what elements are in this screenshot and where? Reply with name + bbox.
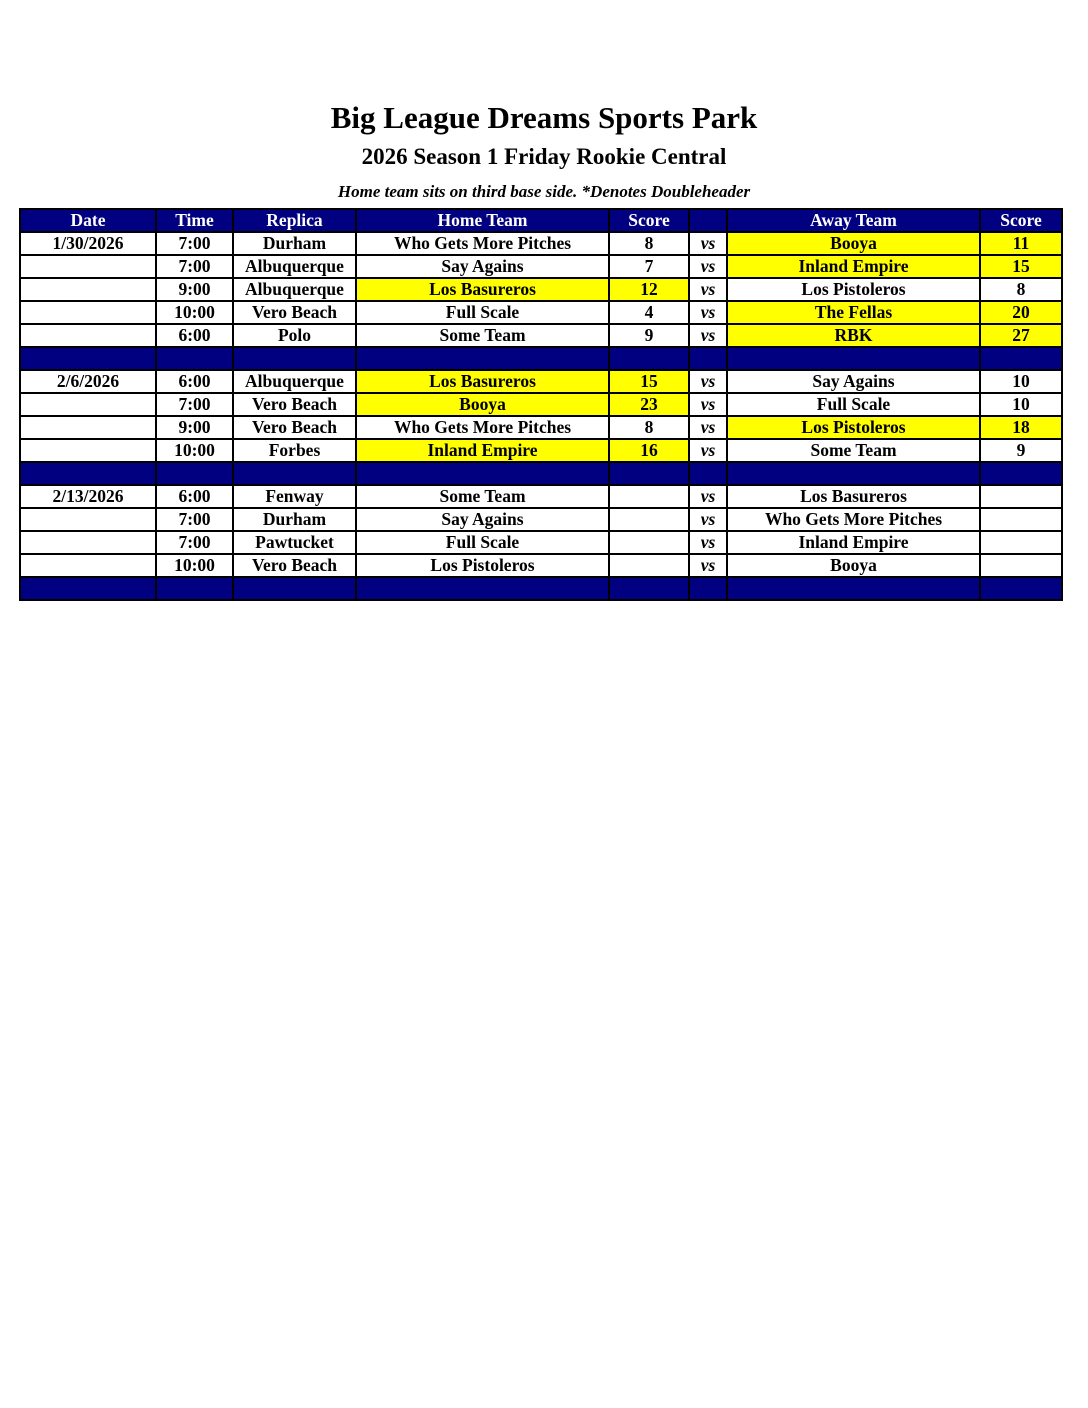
cell-away-team: Booya: [727, 232, 980, 255]
separator-cell: [156, 577, 233, 600]
col-header-home-score: Score: [609, 209, 689, 232]
cell-away-team: Who Gets More Pitches: [727, 508, 980, 531]
separator-cell: [689, 347, 727, 370]
separator-cell: [609, 577, 689, 600]
cell-home-score: [609, 554, 689, 577]
cell-replica: Vero Beach: [233, 301, 356, 324]
game-row: [20, 439, 1062, 462]
cell-time: 7:00: [156, 508, 233, 531]
cell-date: [20, 554, 156, 577]
separator-cell: [356, 462, 609, 485]
page-subtitle: 2026 Season 1 Friday Rookie Central: [361, 144, 727, 169]
separator-cell: [727, 577, 980, 600]
game-row: [20, 554, 1062, 577]
cell-home-score: [609, 508, 689, 531]
cell-vs: vs: [689, 370, 727, 393]
cell-home-score: 7: [609, 255, 689, 278]
col-header-time: Time: [156, 209, 233, 232]
game-row: [20, 278, 1062, 301]
cell-time: 7:00: [156, 393, 233, 416]
cell-vs: vs: [689, 554, 727, 577]
game-row: [20, 393, 1062, 416]
separator-cell: [233, 347, 356, 370]
cell-vs: vs: [689, 324, 727, 347]
cell-home-score: 9: [609, 324, 689, 347]
game-row: [20, 232, 1062, 255]
cell-vs: vs: [689, 531, 727, 554]
separator-cell: [609, 462, 689, 485]
cell-vs: vs: [689, 508, 727, 531]
separator-cell: [156, 462, 233, 485]
cell-vs: vs: [689, 255, 727, 278]
cell-away-score: 20: [980, 301, 1062, 324]
cell-away-score: [980, 485, 1062, 508]
cell-home-team: Los Pistoleros: [356, 554, 609, 577]
cell-time: 10:00: [156, 439, 233, 462]
cell-away-team: Los Basureros: [727, 485, 980, 508]
cell-time: 7:00: [156, 232, 233, 255]
game-row: [20, 508, 1062, 531]
cell-home-score: 4: [609, 301, 689, 324]
separator-cell: [233, 462, 356, 485]
cell-home-team: Say Agains: [356, 508, 609, 531]
cell-home-team: Who Gets More Pitches: [356, 232, 609, 255]
cell-time: 7:00: [156, 255, 233, 278]
cell-home-score: 8: [609, 232, 689, 255]
cell-home-team: Say Agains: [356, 255, 609, 278]
cell-away-team: RBK: [727, 324, 980, 347]
cell-vs: vs: [689, 393, 727, 416]
cell-away-score: 9: [980, 439, 1062, 462]
cell-home-team: Full Scale: [356, 531, 609, 554]
week-separator-row: [20, 577, 1062, 600]
cell-time: 9:00: [156, 416, 233, 439]
col-header-replica: Replica: [233, 209, 356, 232]
cell-home-team: Who Gets More Pitches: [356, 416, 609, 439]
cell-date: 2/13/2026: [20, 485, 156, 508]
separator-cell: [980, 577, 1062, 600]
separator-cell: [980, 462, 1062, 485]
cell-replica: Albuquerque: [233, 255, 356, 278]
cell-time: 7:00: [156, 531, 233, 554]
separator-cell: [980, 347, 1062, 370]
cell-away-team: Some Team: [727, 439, 980, 462]
cell-time: 6:00: [156, 485, 233, 508]
cell-vs: vs: [689, 232, 727, 255]
cell-home-team: Los Basureros: [356, 278, 609, 301]
cell-replica: Vero Beach: [233, 393, 356, 416]
col-header-vs: [689, 209, 727, 232]
cell-home-team: Los Basureros: [356, 370, 609, 393]
cell-away-team: Full Scale: [727, 393, 980, 416]
cell-home-score: 15: [609, 370, 689, 393]
game-row: [20, 255, 1062, 278]
cell-away-score: 11: [980, 232, 1062, 255]
cell-away-team: Los Pistoleros: [727, 416, 980, 439]
cell-replica: Albuquerque: [233, 370, 356, 393]
game-row: [20, 531, 1062, 554]
cell-home-team: Some Team: [356, 485, 609, 508]
game-row: [20, 324, 1062, 347]
cell-away-score: 18: [980, 416, 1062, 439]
cell-vs: vs: [689, 485, 727, 508]
cell-date: [20, 301, 156, 324]
cell-date: [20, 508, 156, 531]
cell-home-score: 12: [609, 278, 689, 301]
cell-date: [20, 416, 156, 439]
cell-time: 9:00: [156, 278, 233, 301]
cell-vs: vs: [689, 301, 727, 324]
cell-date: [20, 324, 156, 347]
separator-cell: [727, 462, 980, 485]
separator-cell: [356, 577, 609, 600]
cell-home-score: 8: [609, 416, 689, 439]
cell-away-team: Inland Empire: [727, 531, 980, 554]
game-row: [20, 301, 1062, 324]
cell-home-score: 16: [609, 439, 689, 462]
page-title: Big League Dreams Sports Park: [330, 100, 758, 135]
cell-date: [20, 393, 156, 416]
col-header-away-team: Away Team: [727, 209, 980, 232]
week-separator-row: [20, 462, 1062, 485]
cell-home-score: 23: [609, 393, 689, 416]
cell-date: 2/6/2026: [20, 370, 156, 393]
game-row: [20, 370, 1062, 393]
separator-cell: [233, 577, 356, 600]
cell-replica: Polo: [233, 324, 356, 347]
cell-time: 10:00: [156, 554, 233, 577]
cell-vs: vs: [689, 278, 727, 301]
cell-away-score: [980, 508, 1062, 531]
cell-time: 6:00: [156, 324, 233, 347]
separator-cell: [609, 347, 689, 370]
cell-date: [20, 531, 156, 554]
separator-cell: [20, 577, 156, 600]
game-row: [20, 416, 1062, 439]
cell-time: 10:00: [156, 301, 233, 324]
cell-date: 1/30/2026: [20, 232, 156, 255]
cell-away-team: Say Agains: [727, 370, 980, 393]
game-row: [20, 485, 1062, 508]
cell-home-score: [609, 531, 689, 554]
cell-replica: Durham: [233, 508, 356, 531]
col-header-away-score: Score: [980, 209, 1062, 232]
cell-vs: vs: [689, 439, 727, 462]
cell-home-score: [609, 485, 689, 508]
cell-replica: Vero Beach: [233, 416, 356, 439]
cell-replica: Albuquerque: [233, 278, 356, 301]
separator-cell: [20, 462, 156, 485]
cell-replica: Pawtucket: [233, 531, 356, 554]
week-separator-row: [20, 347, 1062, 370]
cell-home-team: Booya: [356, 393, 609, 416]
col-header-date: Date: [20, 209, 156, 232]
cell-date: [20, 439, 156, 462]
cell-replica: Vero Beach: [233, 554, 356, 577]
cell-home-team: Some Team: [356, 324, 609, 347]
separator-cell: [356, 347, 609, 370]
cell-away-score: [980, 531, 1062, 554]
cell-vs: vs: [689, 416, 727, 439]
cell-date: [20, 278, 156, 301]
col-header-home-team: Home Team: [356, 209, 609, 232]
schedule-note: Home team sits on third base side. *Denotes Doubleheader: [337, 182, 751, 201]
cell-away-score: 10: [980, 370, 1062, 393]
cell-away-score: [980, 554, 1062, 577]
cell-time: 6:00: [156, 370, 233, 393]
cell-away-team: Los Pistoleros: [727, 278, 980, 301]
cell-away-score: 10: [980, 393, 1062, 416]
cell-away-score: 27: [980, 324, 1062, 347]
cell-away-score: 8: [980, 278, 1062, 301]
cell-home-team: Full Scale: [356, 301, 609, 324]
cell-replica: Durham: [233, 232, 356, 255]
cell-replica: Forbes: [233, 439, 356, 462]
cell-away-team: The Fellas: [727, 301, 980, 324]
separator-cell: [20, 347, 156, 370]
separator-cell: [689, 462, 727, 485]
separator-cell: [689, 577, 727, 600]
table-header-row: [20, 209, 1062, 232]
cell-home-team: Inland Empire: [356, 439, 609, 462]
cell-away-team: Booya: [727, 554, 980, 577]
cell-date: [20, 255, 156, 278]
schedule-body: [20, 232, 1062, 600]
separator-cell: [727, 347, 980, 370]
cell-replica: Fenway: [233, 485, 356, 508]
cell-away-score: 15: [980, 255, 1062, 278]
cell-away-team: Inland Empire: [727, 255, 980, 278]
separator-cell: [156, 347, 233, 370]
schedule-table: [19, 208, 1063, 601]
